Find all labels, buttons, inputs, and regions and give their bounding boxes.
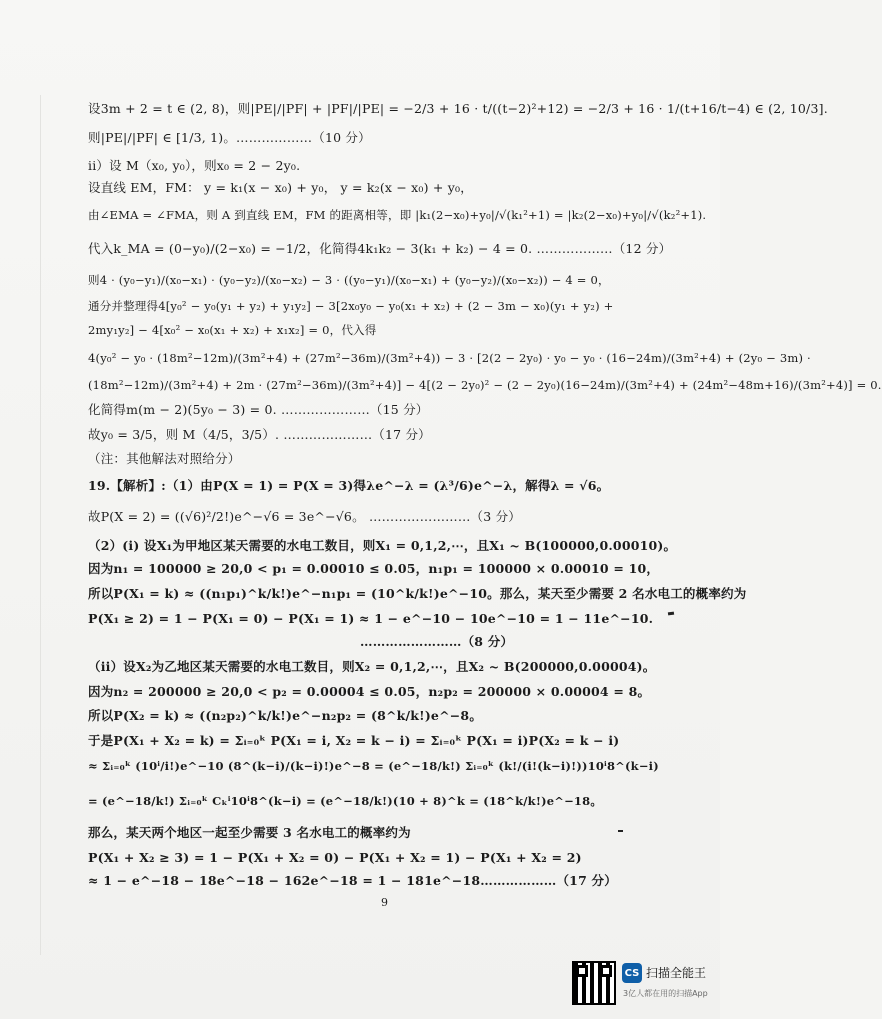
text-line-5: 由∠EMA = ∠FMA，则 A 到直线 EM，FM 的距离相等，即 |k₁(2−x₀)+y₀|/√(k₁²+1) = |k₂(2−x₀)+y₀|/√(k₂²+1). bbox=[88, 208, 707, 222]
text-line-28: 那么，某天两个地区一起至少需要 3 名水电工的概率约为 bbox=[88, 825, 411, 840]
watermark-brand: 扫描全能王 bbox=[646, 966, 707, 980]
watermark-slogan: 3亿人都在用的扫描App bbox=[623, 989, 708, 998]
text-line-20: P(X₁ ≥ 2) = 1 − P(X₁ = 0) − P(X₁ = 1) ≈ 1 − e^−10 − 10e^−10 = 1 − 11e^−10. bbox=[88, 611, 654, 626]
text-line-14: （注：其他解法对照给分） bbox=[88, 451, 241, 466]
camscanner-logo-icon: CS bbox=[622, 963, 642, 983]
text-line-6: 代入k_MA = (0−y₀)/(2−x₀) = −1/2，化简得4k₁k₂ − 3(k₁ + k₂) − 4 = 0. ………………（12 分） bbox=[88, 241, 672, 256]
qr-code-icon bbox=[572, 961, 616, 1005]
text-line-15: 19.【解析】:（1）由P(X = 1) = P(X = 3)得λe^−λ = (λ³/6)e^−λ，解得λ = √6。 bbox=[88, 478, 610, 493]
text-line-13: 故y₀ = 3/5，则 M（4/5，3/5）. …………………（17 分） bbox=[88, 427, 431, 442]
text-line-23: 因为n₂ = 200000 ≥ 20,0 < p₂ = 0.00004 ≤ 0.05，n₂p₂ = 200000 × 0.00004 = 8。 bbox=[88, 684, 651, 699]
text-line-16: 故P(X = 2) = ((√6)²/2!)e^−√6 = 3e^−√6。 ……………………（3 分） bbox=[88, 509, 521, 524]
text-line-8: 通分并整理得4[y₀² − y₀(y₁ + y₂) + y₁y₂] − 3[2x₀y₀ − y₀(x₁ + x₂) + (2 − 3m − x₀)(y₁ + y₂) + bbox=[88, 299, 614, 313]
text-line-4: 设直线 EM，FM： y = k₁(x − x₀) + y₀， y = k₂(x − x₀) + y₀， bbox=[88, 180, 473, 195]
text-line-1: 设3m + 2 = t ∈ (2, 8)，则|PE|/|PF| + |PF|/|PE| = −2/3 + 16 · t/((t−2)²+12) = −2/3 + 16 · 1/(t+16/t−4) ∈ (2, 10/3]. bbox=[88, 101, 828, 116]
scanner-watermark bbox=[572, 961, 714, 1011]
text-line-2: 则|PE|/|PF| ∈ [1/3, 1)。………………（10 分） bbox=[88, 130, 371, 145]
text-line-30: ≈ 1 − e^−18 − 18e^−18 − 162e^−18 = 1 − 181e^−18………………（17 分） bbox=[88, 873, 617, 888]
text-line-18: 因为n₁ = 100000 ≥ 20,0 < p₁ = 0.00010 ≤ 0.05，n₁p₁ = 100000 × 0.00010 = 10， bbox=[88, 561, 660, 576]
text-line-24: 所以P(X₂ = k) ≈ ((n₂p₂)^k/k!)e^−n₂p₂ = (8^k/k!)e^−8。 bbox=[88, 708, 483, 723]
text-line-29: P(X₁ + X₂ ≥ 3) = 1 − P(X₁ + X₂ = 0) − P(X₁ + X₂ = 1) − P(X₁ + X₂ = 2) bbox=[88, 850, 582, 865]
text-line-19: 所以P(X₁ = k) ≈ ((n₁p₁)^k/k!)e^−n₁p₁ = (10^k/k!)e^−10。那么，某天至少需要 2 名水电工的概率约为 bbox=[88, 586, 747, 601]
ink-mark bbox=[618, 830, 623, 832]
text-line-26: ≈ Σᵢ₌₀ᵏ (10ⁱ/i!)e^−10 (8^(k−i)/(k−i)!)e^−8 = (e^−18/k!) Σᵢ₌₀ᵏ (k!/(i!(k−i)!))10ⁱ8^(k−i) bbox=[88, 759, 659, 773]
text-line-22: （ii）设X₂为乙地区某天需要的水电工数目，则X₂ = 0,1,2,⋯，且X₂ ~ B(200000,0.00004)。 bbox=[88, 659, 656, 674]
text-line-27: = (e^−18/k!) Σᵢ₌₀ᵏ Cₖⁱ10ⁱ8^(k−i) = (e^−18/k!)(10 + 8)^k = (18^k/k!)e^−18。 bbox=[88, 794, 603, 808]
text-line-12: 化简得m(m − 2)(5y₀ − 3) = 0. …………………（15 分） bbox=[88, 402, 429, 417]
text-line-3: ii）设 M（x₀, y₀），则x₀ = 2 − 2y₀. bbox=[88, 158, 301, 173]
text-line-9: 2my₁y₂] − 4[x₀² − x₀(x₁ + x₂) + x₁x₂] = 0，代入得 bbox=[88, 323, 377, 337]
page-number: 9 bbox=[381, 896, 388, 909]
text-line-21: ……………………（8 分） bbox=[360, 634, 514, 649]
text-line-25: 于是P(X₁ + X₂ = k) = Σᵢ₌₀ᵏ P(X₁ = i, X₂ = k − i) = Σᵢ₌₀ᵏ P(X₁ = i)P(X₂ = k − i) bbox=[88, 733, 620, 748]
text-line-11: (18m²−12m)/(3m²+4) + 2m · (27m²−36m)/(3m²+4)] − 4[(2 − 2y₀)² − (2 − 2y₀)(16−24m)/(3m²+4) + (24m²−48m+16)/(3m²+4)] = 0. bbox=[88, 378, 882, 392]
text-line-10: 4(y₀² − y₀ · (18m²−12m)/(3m²+4) + (27m²−36m)/(3m²+4)) − 3 · [2(2 − 2y₀) · y₀ − y₀ · (16−24m)/(3m²+4) + (2y₀ − 3m) · bbox=[88, 351, 811, 365]
text-line-17: （2）(i) 设X₁为甲地区某天需要的水电工数目，则X₁ = 0,1,2,⋯，且X₁ ~ B(100000,0.00010)。 bbox=[88, 538, 677, 553]
text-line-7: 则4 · (y₀−y₁)/(x₀−x₁) · (y₀−y₂)/(x₀−x₂) − 3 · ((y₀−y₁)/(x₀−x₁) + (y₀−y₂)/(x₀−x₂)) − 4 = 0， bbox=[88, 273, 610, 287]
